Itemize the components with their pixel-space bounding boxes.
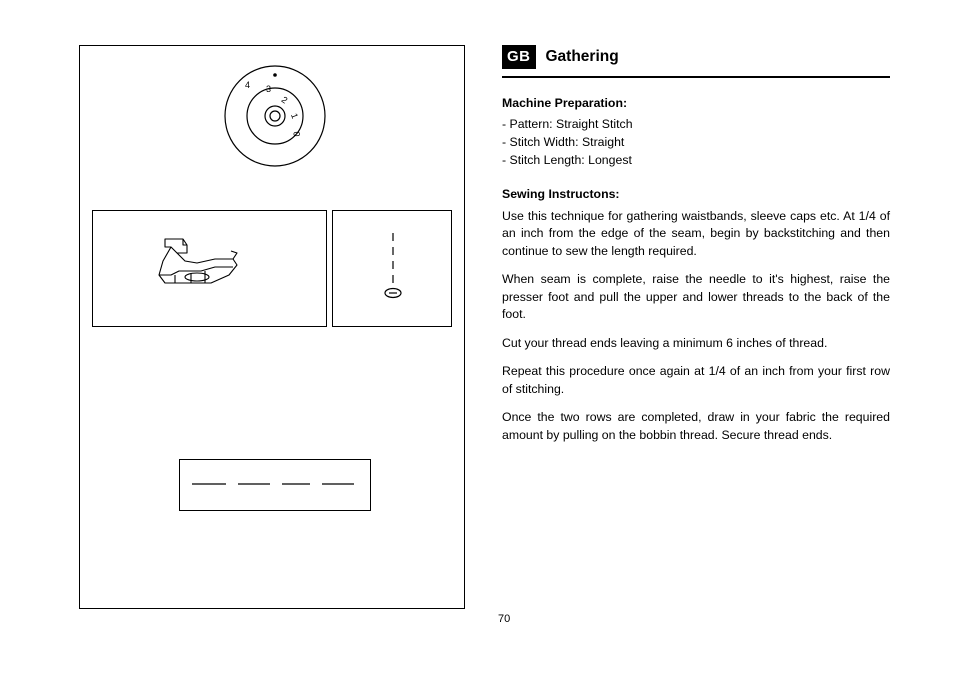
sewing-paragraph-2: When seam is complete, raise the needle to it's highest, raise the presser foot and pull the upper and lower threads to the back of the foot. [502,272,890,322]
presser-foot-box [92,210,327,327]
dial-label-4: 4 [245,80,251,90]
dial-label-2: 2 [279,94,290,106]
language-badge: GB [502,45,536,69]
page-number: 70 [498,613,511,625]
section-header [502,45,890,75]
preparation-item-stitch-width: - Stitch Width: Straight [502,135,625,149]
preparation-item-stitch-length: - Stitch Length: Longest [502,153,632,167]
dial-label-0: 0 [291,131,302,137]
sewing-paragraph-4: Repeat this procedure once again at 1/4 of an inch from your first row of stitching. [502,364,890,396]
stitch-sample-box [332,210,452,327]
presser-foot-icon [145,231,265,301]
stitch-length-dial [220,61,330,171]
preparation-item-pattern: - Pattern: Straight Stitch [502,117,633,131]
illustration-panel [79,45,465,609]
sewing-instructions-block [502,187,890,444]
machine-preparation-block [502,96,890,167]
straight-stitch-icon [363,229,423,309]
sewing-paragraph-3: Cut your thread ends leaving a minimum 6 inches of thread. [502,335,828,350]
page-title: Gathering [545,48,619,65]
gathering-sample-box [179,459,371,511]
sewing-instructions-heading: Sewing Instructons: [502,187,620,201]
content-column [502,45,890,455]
machine-preparation-heading: Machine Preparation: [502,96,628,110]
dial-label-3: 3 [266,84,272,94]
sewing-paragraph-1: Use this technique for gathering waistbands, sleeve caps etc. At 1/4 of an inch from the edge of the seam, begin by backstitching and then continue to sew the length required. [502,209,890,258]
title-divider [502,76,890,78]
gathering-stitch-icon [188,474,364,494]
dial-label-1: 1 [288,111,301,121]
sewing-paragraph-5: Once the two rows are completed, draw in your fabric the required amount by pulling on the bobbin thread. Secure thread ends. [502,410,890,442]
